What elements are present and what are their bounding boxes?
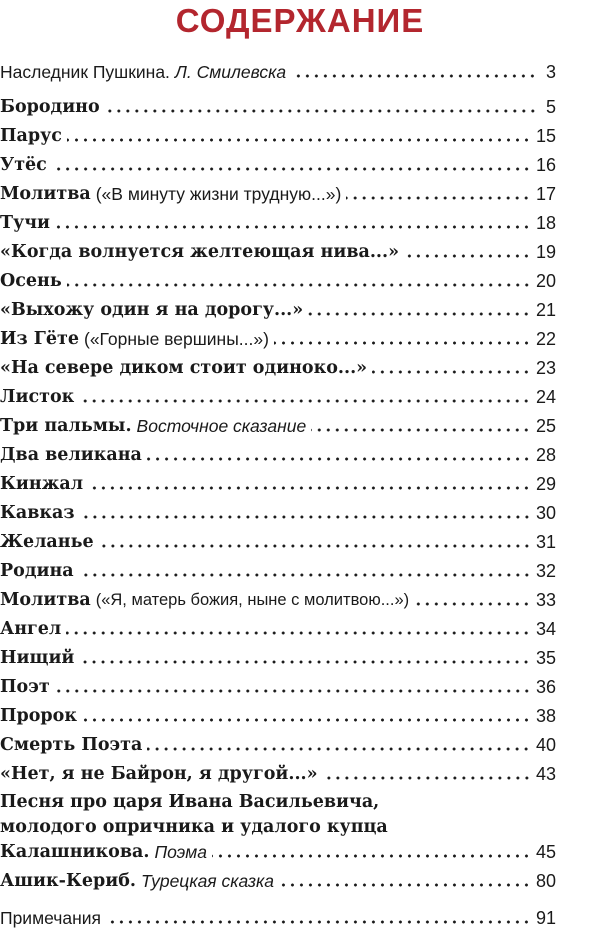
entry-subtitle: Турецкая сказка	[140, 871, 275, 891]
entry-page: 18	[535, 213, 556, 233]
dot-leader	[346, 195, 531, 201]
toc-entry-song	[0, 790, 556, 840]
entry-page: 22	[535, 329, 556, 349]
entry-page: 45	[535, 842, 556, 862]
entry-page: 28	[535, 445, 556, 465]
toc-entry	[0, 269, 556, 294]
entry-title: Утёс	[0, 155, 47, 175]
toc-entry	[0, 869, 556, 894]
entry-subtitle: («Горные вершины...»)	[84, 329, 269, 349]
dot-leader	[308, 311, 531, 317]
entry-title: Родина	[0, 561, 74, 581]
entry-page: 34	[535, 619, 556, 639]
dot-leader	[404, 253, 531, 259]
entry-title: Кавказ	[0, 503, 75, 523]
toc-entry	[0, 153, 556, 178]
entry-title: Кинжал	[0, 474, 84, 494]
toc-entry	[0, 472, 556, 497]
entry-title: Желанье	[0, 532, 94, 552]
entry-page: 21	[535, 300, 556, 320]
entry-page: 15	[535, 126, 556, 146]
dot-leader	[99, 543, 531, 549]
dot-leader	[105, 108, 537, 114]
toc-entry	[0, 762, 556, 787]
entry-title: Тучи	[0, 213, 51, 233]
entry-title: Ашик-Кериб.	[0, 871, 136, 891]
entry-title: Пророк	[0, 706, 77, 726]
dot-leader	[80, 514, 531, 520]
entry-title: Молитва	[0, 184, 91, 204]
toc-entry	[0, 60, 556, 85]
dot-leader	[372, 369, 531, 375]
toc-entry	[0, 501, 556, 526]
toc-entry	[0, 327, 556, 352]
entry-page: 30	[535, 503, 556, 523]
entry-title: Калашникова.	[0, 842, 150, 862]
dot-leader	[311, 427, 531, 433]
entry-page: 24	[535, 387, 556, 407]
entry-title: Три пальмы.	[0, 416, 132, 436]
entry-page: 43	[535, 764, 556, 784]
toc-entry	[0, 675, 556, 700]
entry-page: 31	[535, 532, 556, 552]
entry-title: Из Гёте	[0, 329, 79, 349]
dot-leader	[147, 746, 531, 752]
entry-title: «Когда волнуется желтеющая нива...»	[0, 242, 400, 262]
entry-page: 20	[535, 271, 556, 291]
entry-title: Молитва	[0, 590, 91, 610]
toc-entry	[0, 704, 556, 729]
entry-page: 38	[535, 706, 556, 726]
entry-title: Смерть Поэта	[0, 735, 143, 755]
entry-page: 91	[535, 908, 556, 928]
dot-leader	[55, 688, 531, 694]
toc-entry	[0, 906, 556, 931]
toc-entry	[0, 840, 556, 865]
entry-subtitle: Л. Смилевска	[174, 62, 287, 82]
dot-leader	[274, 340, 531, 346]
entry-title: Ангел	[0, 619, 62, 639]
entry-subtitle: («Я, матерь божия, ныне с молитвою...»)	[95, 591, 410, 609]
entry-page: 25	[535, 416, 556, 436]
toc-entry	[0, 95, 556, 120]
entry-title: Осень	[0, 271, 62, 291]
toc-entry	[0, 733, 556, 758]
dot-leader	[79, 659, 531, 665]
toc-entry	[0, 530, 556, 555]
entry-page: 32	[535, 561, 556, 581]
dot-leader	[323, 775, 531, 781]
dot-leader	[106, 919, 531, 925]
entry-page: 80	[535, 871, 556, 891]
dot-leader	[82, 717, 531, 723]
dot-leader	[66, 630, 531, 636]
dot-leader	[414, 601, 531, 607]
song-line-1: Песня про царя Ивана Васильевича,	[0, 792, 380, 812]
entry-page: 33	[535, 590, 556, 610]
dot-leader	[55, 224, 531, 230]
song-line-2: молодого опричника и удалого купца	[0, 817, 388, 837]
entry-page: 16	[535, 155, 556, 175]
dot-leader	[67, 137, 531, 143]
entry-title: Наследник Пушкина.	[0, 62, 170, 82]
entry-title: Нищий	[0, 648, 75, 668]
toc-entry	[0, 240, 556, 265]
toc-entry	[0, 124, 556, 149]
toc-entry	[0, 588, 556, 613]
entry-page: 23	[535, 358, 556, 378]
entry-title: «Выхожу один я на дорогу...»	[0, 300, 304, 320]
entry-title: Два великана	[0, 445, 142, 465]
page-title: СОДЕРЖАНИЕ	[175, 2, 425, 39]
dot-leader	[279, 882, 531, 888]
dot-leader	[88, 485, 531, 491]
dot-leader	[212, 853, 531, 859]
entry-page: 17	[535, 184, 556, 204]
entry-subtitle: («В минуту жизни трудную...»)	[95, 184, 342, 204]
toc-entry	[0, 211, 556, 236]
toc-entry	[0, 646, 556, 671]
entry-page: 40	[535, 735, 556, 755]
toc-entry	[0, 182, 556, 207]
toc-entry	[0, 385, 556, 410]
toc-entry	[0, 617, 556, 642]
dot-leader	[79, 398, 531, 404]
entry-page: 5	[545, 97, 556, 117]
toc-entry	[0, 298, 556, 323]
toc-entry	[0, 414, 556, 439]
dot-leader	[291, 73, 537, 79]
entry-page: 19	[535, 242, 556, 262]
dot-leader	[67, 282, 531, 288]
entry-page: 29	[535, 474, 556, 494]
dot-leader	[147, 456, 531, 462]
toc-entry	[0, 443, 556, 468]
entry-title: Бородино	[0, 97, 100, 117]
entry-page: 36	[535, 677, 556, 697]
entry-title: Парус	[0, 126, 62, 146]
dot-leader	[52, 166, 531, 172]
entry-subtitle: Поэма	[154, 842, 207, 862]
entry-title: Листок	[0, 387, 75, 407]
entry-title: «На севере диком стоит одиноко...»	[0, 358, 368, 378]
entry-subtitle: Восточное сказание	[136, 416, 307, 436]
entry-title: Поэт	[0, 677, 50, 697]
entry-page: 3	[545, 62, 556, 82]
entry-page: 35	[535, 648, 556, 668]
toc-entry	[0, 559, 556, 584]
toc-entry	[0, 356, 556, 381]
entry-title: Примечания	[0, 908, 102, 928]
entry-title: «Нет, я не Байрон, я другой...»	[0, 764, 318, 784]
dot-leader	[79, 572, 531, 578]
